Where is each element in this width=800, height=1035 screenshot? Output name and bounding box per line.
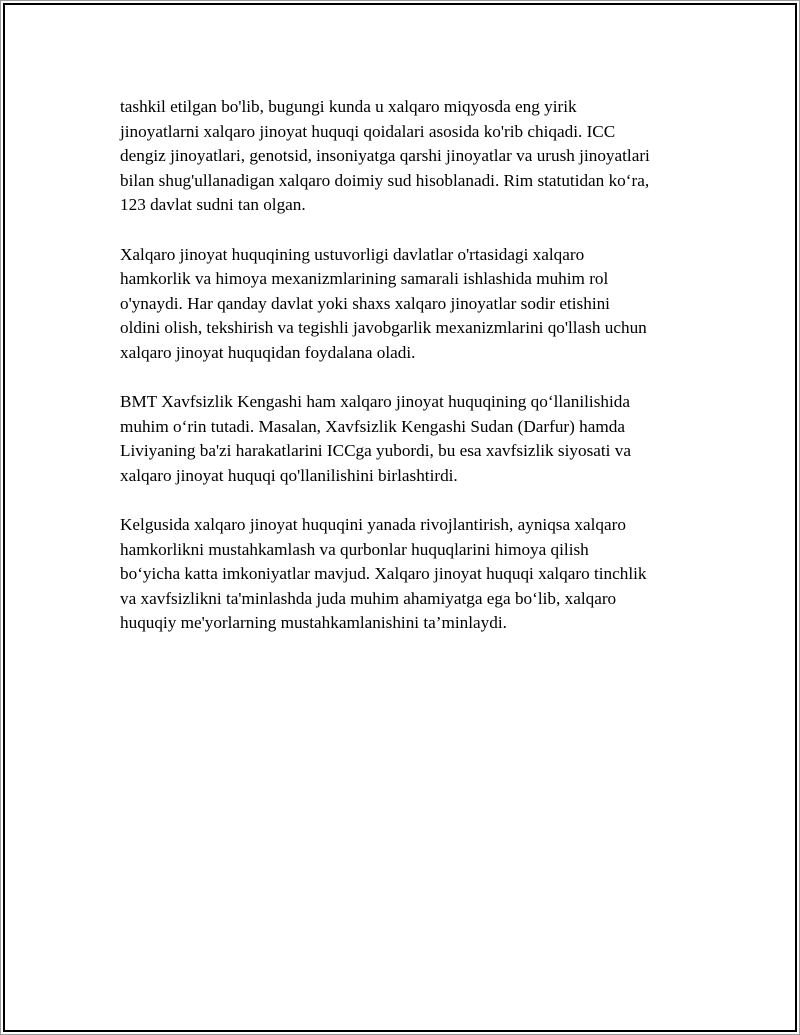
text-line: dengiz jinoyatlari, genotsid, insoniyatga qarshi jinoyatlar va urush jinoyatlari xyxy=(120,146,650,166)
document-body xyxy=(120,95,695,661)
text-line: xalqaro jinoyat huquqidan foydalana oladi. xyxy=(120,342,416,362)
text-line: o'ynaydi. Har qanday davlat yoki shaxs xalqaro jinoyatlar sodir etishini xyxy=(120,293,610,313)
text-line: bilan shug'ullanadigan xalqaro doimiy sud hisoblanadi. Rim statutidan ko‘ra, xyxy=(120,170,650,190)
paragraph-1 xyxy=(120,95,695,218)
text-line: muhim o‘rin tutadi. Masalan, Xavfsizlik Kengashi Sudan (Darfur) hamda xyxy=(120,416,625,436)
text-line: hamkorlikni mustahkamlash va qurbonlar huquqlarini himoya qilish xyxy=(120,539,589,559)
text-line: oldini olish, tekshirish va tegishli javobgarlik mexanizmlarini qo'llash uchun xyxy=(120,318,647,338)
text-line: xalqaro jinoyat huquqi qo'llanilishini birlashtirdi. xyxy=(120,465,458,485)
paragraph-2 xyxy=(120,243,695,366)
text-line: va xavfsizlikni ta'minlashda juda muhim ahamiyatga ega bo‘lib, xalqaro xyxy=(120,588,617,608)
paragraph-4 xyxy=(120,513,695,636)
text-line: tashkil etilgan bo'lib, bugungi kunda u xalqaro miqyosda eng yirik xyxy=(120,97,577,116)
text-line: Xalqaro jinoyat huquqining ustuvorligi davlatlar o'rtasidagi xalqaro xyxy=(120,244,585,264)
text-line: jinoyatlarni xalqaro jinoyat huquqi qoidalari asosida ko'rib chiqadi. ICC xyxy=(120,121,616,141)
text-line: hamkorlik va himoya mexanizmlarining samarali ishlashida muhim rol xyxy=(120,269,609,289)
text-line: Liviyaning ba'zi harakatlarini ICCga yubordi, bu esa xavfsizlik siyosati va xyxy=(120,441,631,461)
text-line: huquqiy me'yorlarning mustahkamlanishini ta’minlaydi. xyxy=(120,613,507,633)
text-line: 123 davlat sudni tan olgan. xyxy=(120,195,306,215)
text-line: Kelgusida xalqaro jinoyat huquqini yanada rivojlantirish, ayniqsa xalqaro xyxy=(120,515,626,535)
text-line: BMT Xavfsizlik Kengashi ham xalqaro jinoyat huquqining qo‘llanilishida xyxy=(120,392,630,412)
paragraph-3 xyxy=(120,390,695,488)
text-line: bo‘yicha katta imkoniyatlar mavjud. Xalqaro jinoyat huquqi xalqaro tinchlik xyxy=(120,564,647,584)
